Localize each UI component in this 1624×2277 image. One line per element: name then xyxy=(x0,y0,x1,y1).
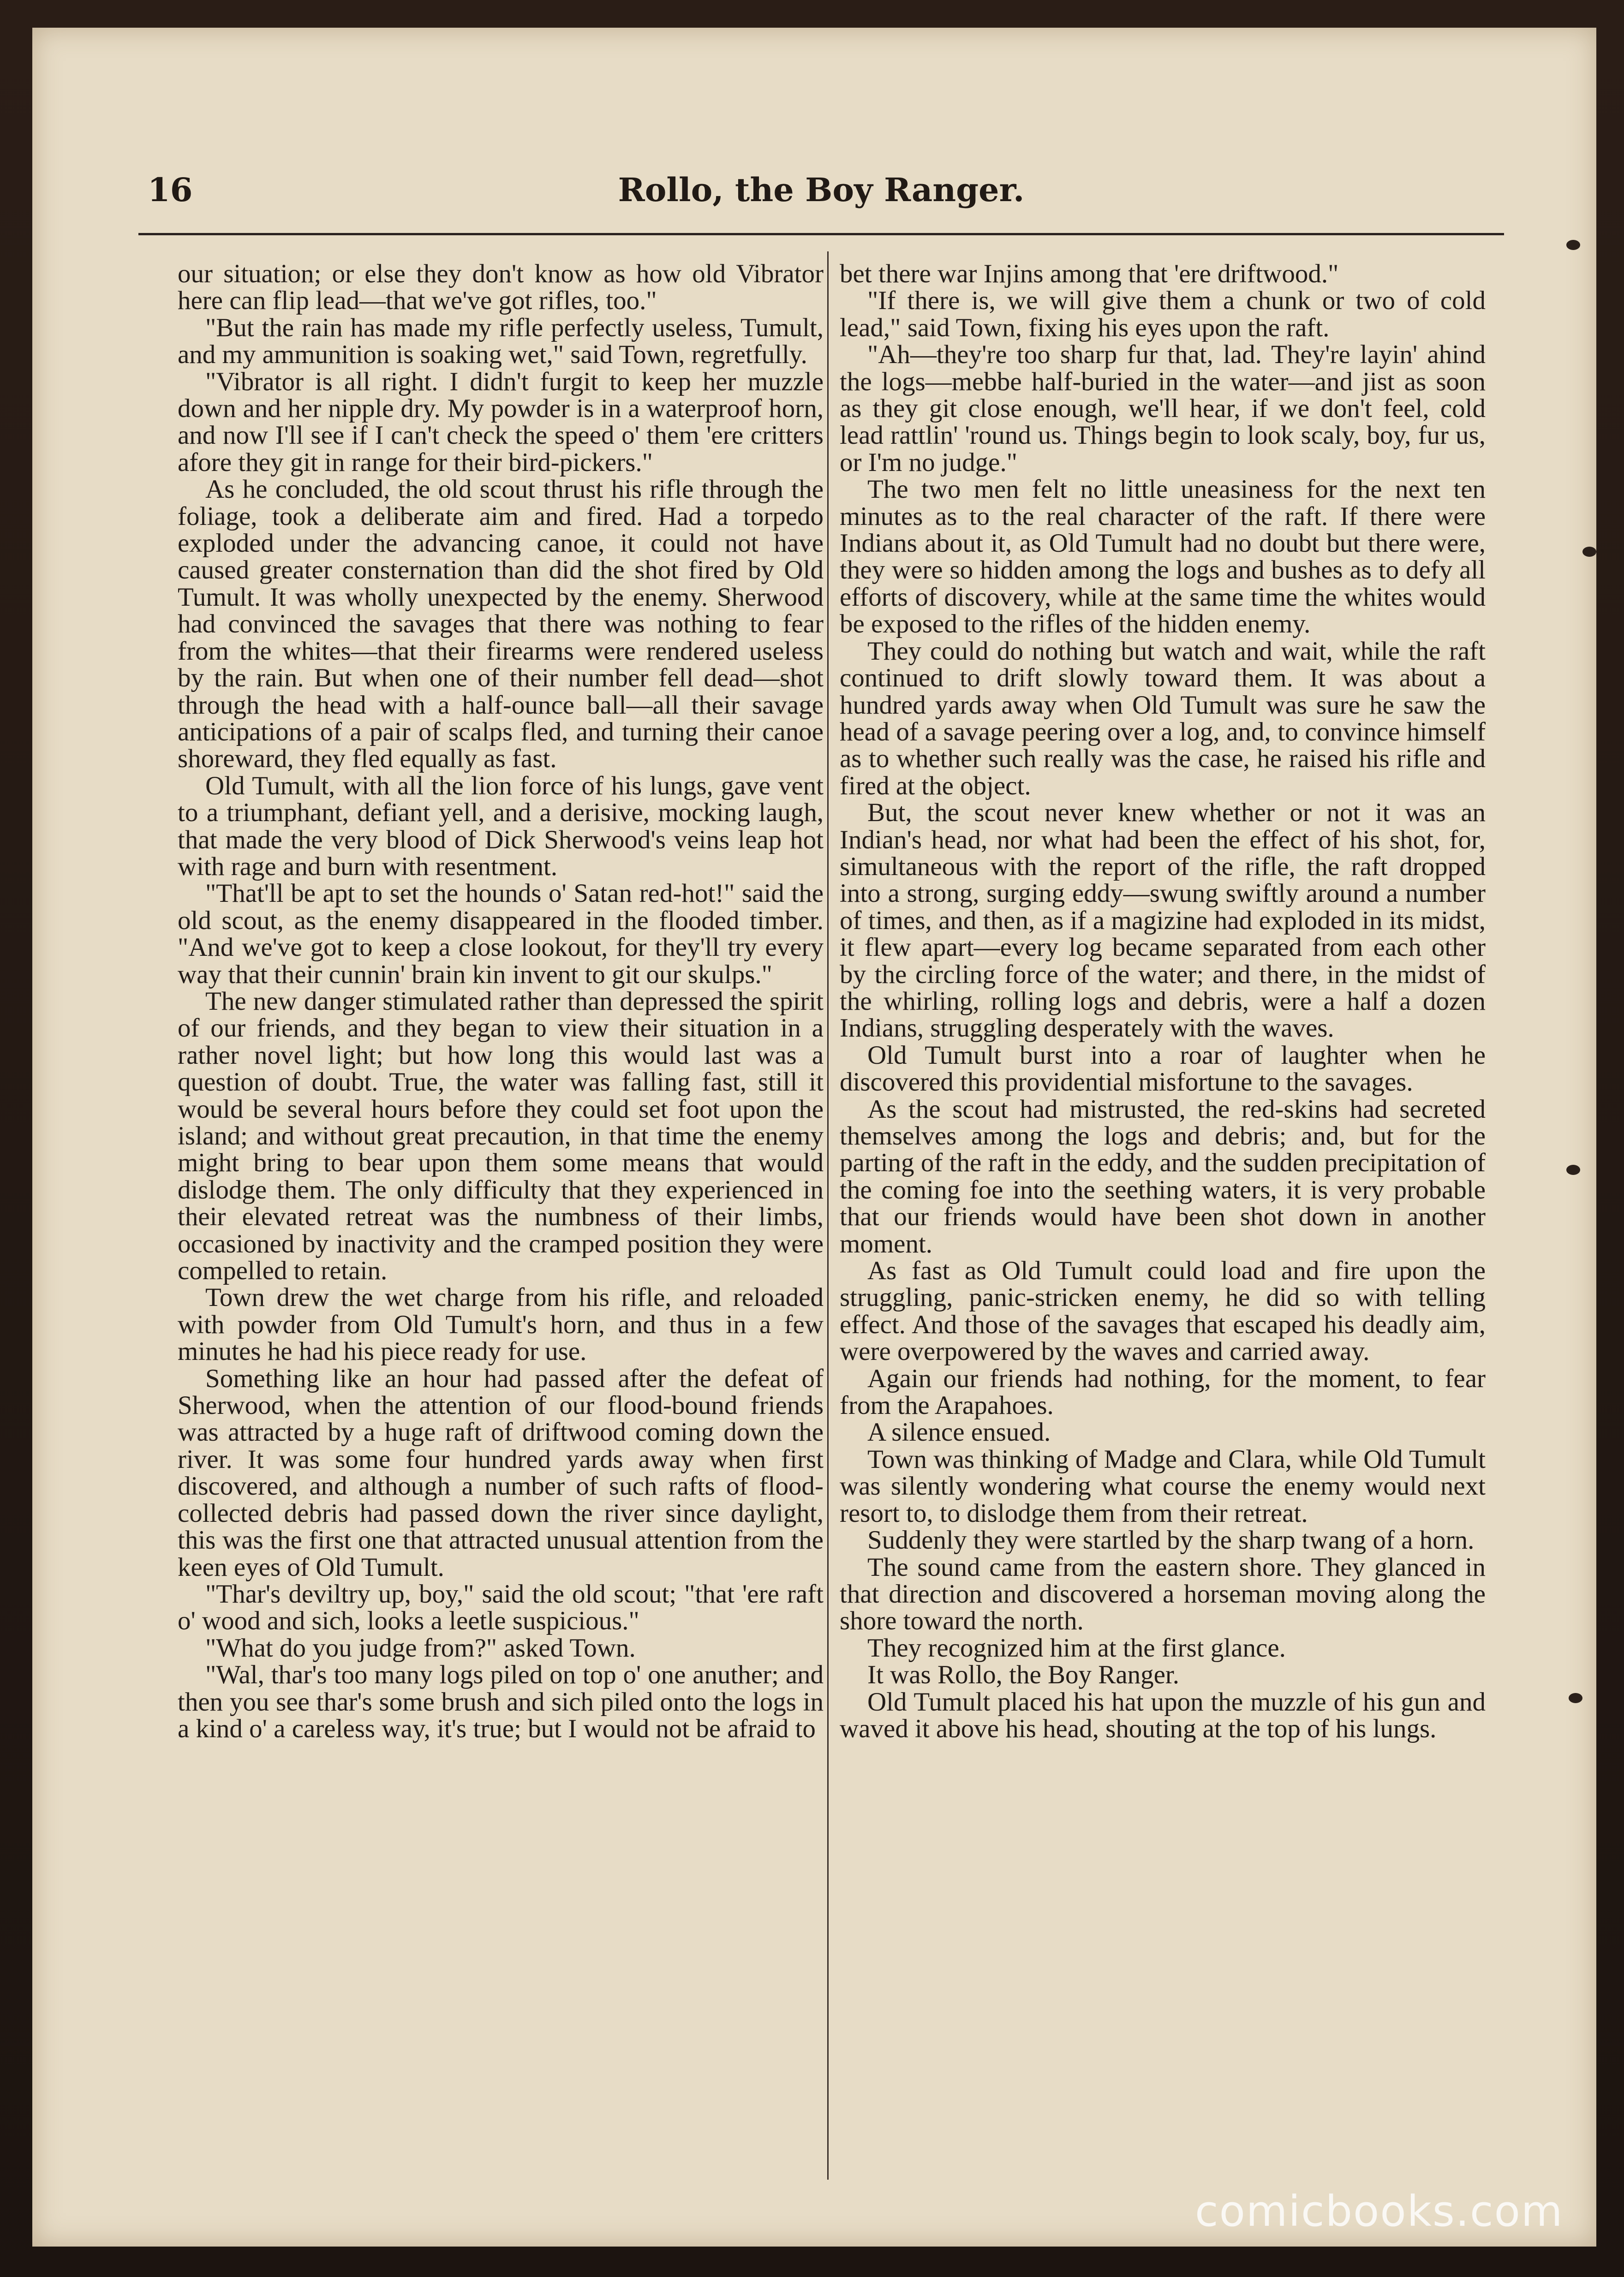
paragraph: "What do you judge from?" asked Town. xyxy=(205,1633,636,1663)
page-header xyxy=(148,171,1495,235)
paragraph: bet there war Injins among that 'ere driftwood." xyxy=(840,261,1339,288)
paragraph: They could do nothing but watch and wait, while the raft continued to drift slowly toward them. It was about a hundred yards away when Old Tumult was sure he saw the head of a savage peering over a log, and, to convince himself as to whether such really was the case, he raised his rifle and fired at the object. xyxy=(840,636,1486,800)
paragraph: "That'll be apt to set the hounds o' Satan red-hot!" said the old scout, as the enemy disappeared in the flooded timber. "And we've got to keep a close lookout, for they'll try every way that their cunnin' brain kin invent to git our skulps." xyxy=(178,879,824,989)
right-column xyxy=(840,261,1486,2194)
paragraph: Town drew the wet charge from his rifle, and reloaded with powder from Old Tumult's horn, and thus in a few minutes he had his piece ready for use. xyxy=(178,1283,824,1366)
page-number: 16 xyxy=(148,171,193,209)
paragraph: Something like an hour had passed after the defeat of Sherwood, when the attention of our flood-bound friends was attracted by a huge raft of driftwood coming down the river. It was some four hundred yards away when first discovered, and although a number of such rafts of flood-collected debris had passed down the river since daylight, this was the first one that attracted unusual attention from the keen eyes of Old Tumult. xyxy=(178,1364,824,1582)
paragraph: The new danger stimulated rather than depressed the spirit of our friends, and they began to view their situation in a rather novel light; but how long this would last was a question of doubt. True, the water was falling fast, still it would be several hours before they could set foot upon the island; and without great precaution, in that time the enemy might bring to bear upon them some means that would dislodge them. The only difficulty that they experienced in their elevated retreat was the numbness of their limbs, occasioned by inactivity and the cramped position they were compelled to retain. xyxy=(178,986,824,1286)
paragraph: Old Tumult, with all the lion force of his lungs, gave vent to a triumphant, defiant yell, and a derisive, mocking laugh, that made the very blood of Dick Sherwood's veins leap hot with rage and burn with resentment. xyxy=(178,771,824,881)
paragraph: As he concluded, the old scout thrust his rifle through the foliage, took a deliberate aim and fired. Had a torpedo exploded under the advancing canoe, it could not have caused greater consternation than did the shot fired by Old Tumult. It was wholly unexpected by the enemy. Sherwood had convinced the savages that there was nothing to fear from the whites—that their firearms were rendered useless by the rain. But when one of their number fell dead—shot through the head with a half-ounce ball—all their savage anticipations of a pair of scalps fled, and turning their canoe shoreward, they fled equally as fast. xyxy=(178,475,824,774)
running-title: Rollo, the Boy Ranger. xyxy=(618,171,1025,209)
paragraph: "Vibrator is all right. I didn't furgit to keep her muzzle down and her nipple dry. My powder is in a waterproof horn, and now I'll see if I can't check the speed o' them 'ere critters afore they git in range for their bird-pickers." xyxy=(178,367,824,477)
column-divider xyxy=(827,251,829,2180)
paragraph: Again our friends had nothing, for the moment, to fear from the Arapahoes. xyxy=(840,1364,1486,1420)
binding-stitch xyxy=(1582,547,1596,557)
paragraph: It was Rollo, the Boy Ranger. xyxy=(867,1660,1180,1690)
paragraph: Old Tumult placed his hat upon the muzzle of his gun and waved it above his head, shouting at the top of his lungs. xyxy=(840,1687,1486,1743)
paragraph: They recognized him at the first glance. xyxy=(867,1633,1286,1663)
paragraph: "If there is, we will give them a chunk or two of cold lead," said Town, fixing his eyes upon the raft. xyxy=(840,286,1486,342)
paragraph: A silence ensued. xyxy=(867,1418,1051,1447)
binding-stitch xyxy=(1566,1165,1580,1175)
header-rule xyxy=(138,233,1504,235)
paragraph: "Wal, thar's too many logs piled on top o' one anuther; and then you see thar's some brush and sich piled onto the logs in a kind o' a careless way, it's true; but I would not be afraid to xyxy=(178,1660,824,1743)
paragraph: "Ah—they're too sharp fur that, lad. They're layin' ahind the logs—mebbe half-buried in the water—and jist as soon as they git close enough, we'll hear, if we don't feel, cold lead rattlin' 'round us. Things begin to look scaly, boy, fur us, or I'm no judge." xyxy=(840,340,1486,477)
binding-stitch xyxy=(1569,1693,1582,1703)
paragraph: our situation; or else they don't know as how old Vibrator here can flip lead—that we've got rifles, too." xyxy=(178,261,824,316)
paragraph: The two men felt no little uneasiness for the next ten minutes as to the real character of the raft. If there were Indians about it, as Old Tumult had no doubt but there were, they were so hidden among the logs and bushes as to defy all efforts of discovery, while at the same time the whites would be exposed to the rifles of the hidden enemy. xyxy=(840,475,1486,639)
paragraph: As the scout had mistrusted, the red-skins had secreted themselves among the logs and debris; and, but for the parting of the raft in the eddy, and the sudden precipitation of the coming foe into the seething waters, it is very probable that our friends would have been shot down in another moment. xyxy=(840,1094,1486,1258)
paragraph: Suddenly they were startled by the sharp twang of a horn. xyxy=(867,1526,1475,1555)
paragraph: Old Tumult burst into a roar of laughter when he discovered this providential misfortune to the savages. xyxy=(840,1040,1486,1097)
paragraph: The sound came from the eastern shore. They glanced in that direction and discovered a horseman moving along the shore toward the north. xyxy=(840,1552,1486,1636)
watermark: comicbooks.com xyxy=(1195,2187,1564,2236)
binding-stitch xyxy=(1566,240,1580,250)
paragraph: "But the rain has made my rifle perfectly useless, Tumult, and my ammunition is soaking wet," said Town, regretfully. xyxy=(178,313,824,370)
left-column xyxy=(178,261,824,2194)
paragraph: "Thar's deviltry up, boy," said the old scout; "that 'ere raft o' wood and sich, looks a leetle suspicious." xyxy=(178,1579,824,1636)
paragraph: But, the scout never knew whether or not it was an Indian's head, nor what had been the effect of his shot, for, simultaneous with the report of the rifle, the raft dropped into a strong, surging eddy—swung swiftly around a number of times, and then, as if a magizine had exploded in its midst, it flew apart—every log became separated from each other by the circling force of the water; and there, in the midst of the whirling, rolling logs and debris, were a half a dozen Indians, struggling desperately with the waves. xyxy=(840,798,1486,1043)
paragraph: As fast as Old Tumult could load and fire upon the struggling, panic-stricken enemy, he did so with telling effect. And those of the savages that escaped his deadly aim, were overpowered by the waves and carried away. xyxy=(840,1256,1486,1366)
paragraph: Town was thinking of Madge and Clara, while Old Tumult was silently wondering what course the enemy would next resort to, to dislodge them from their retreat. xyxy=(840,1444,1486,1528)
